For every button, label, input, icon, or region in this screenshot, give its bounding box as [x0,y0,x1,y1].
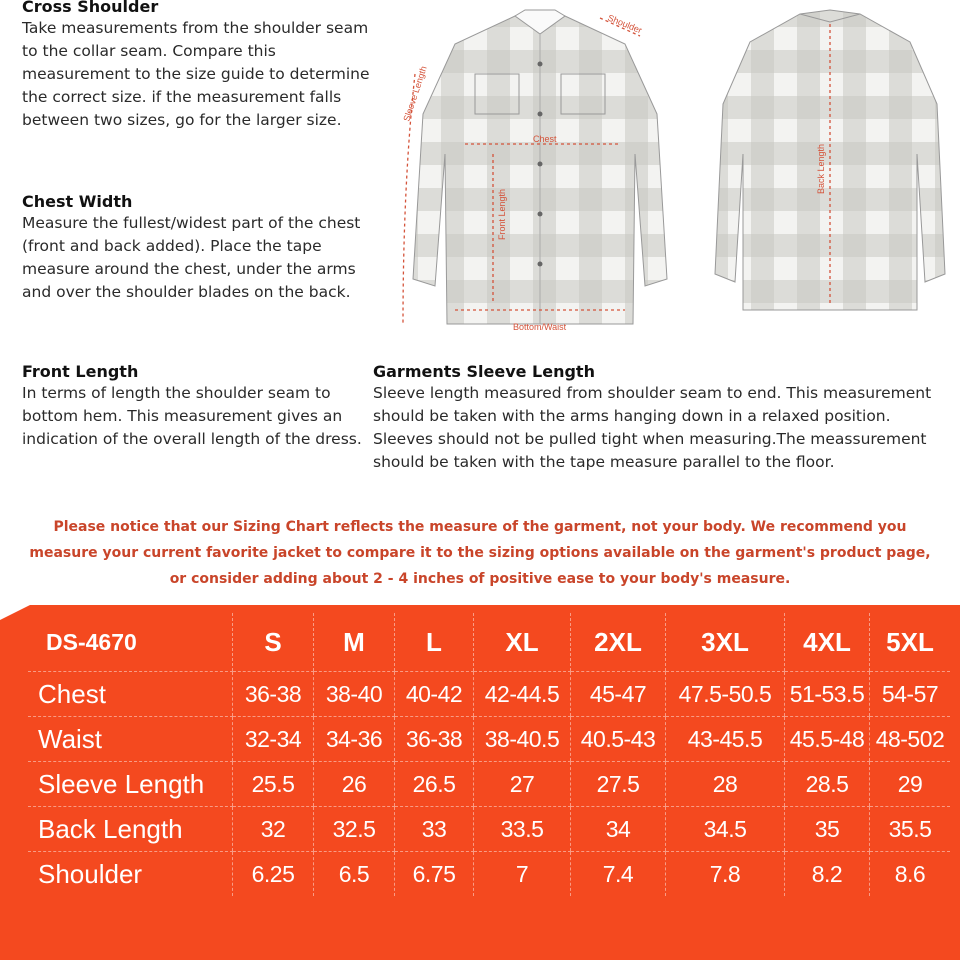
cross-shoulder-title: Cross Shoulder [22,0,159,16]
size-value-cell: 26 [314,762,395,807]
chest-width-section [22,192,382,304]
size-row-chest [28,672,950,717]
row-label: Chest [28,672,233,717]
size-header: 2XL [571,613,666,672]
size-value-cell: 42-44.5 [474,672,571,717]
size-value-cell: 47.5-50.5 [666,672,785,717]
size-value-cell: 35 [785,807,870,852]
sleeve-length-section [373,362,953,474]
size-value-cell: 32 [233,807,314,852]
size-value-cell: 6.75 [395,852,474,897]
cross-shoulder-text: Take measurements from the shoulder seam to the collar seam. Compare this measurement to the size guide to determine the correct size. if the measurement falls between two sizes, go for the larger size. [22,19,370,129]
size-value-cell: 34-36 [314,717,395,762]
size-value-cell: 32-34 [233,717,314,762]
size-value-cell: 38-40 [314,672,395,717]
row-label: Sleeve Length [28,762,233,807]
size-value-cell: 48-502 [870,717,951,762]
size-value-cell: 34 [571,807,666,852]
size-value-cell: 27.5 [571,762,666,807]
size-header-row [28,613,950,672]
size-value-cell: 28.5 [785,762,870,807]
size-chart [0,605,960,960]
size-header: 4XL [785,613,870,672]
size-chart-table [28,613,950,896]
front-length-title: Front Length [22,362,139,381]
size-value-cell: 32.5 [314,807,395,852]
size-value-cell: 40.5-43 [571,717,666,762]
size-value-cell: 35.5 [870,807,951,852]
size-value-cell: 54-57 [870,672,951,717]
size-value-cell: 36-38 [395,717,474,762]
front-shirt-diagram [395,4,685,340]
front-length-label: Front Length [497,188,507,240]
row-label: Shoulder [38,858,143,889]
size-header: L [395,613,474,672]
size-value-cell: 25.5 [233,762,314,807]
size-value-cell: 38-40.5 [474,717,571,762]
size-value-cell: 27 [474,762,571,807]
size-header: 3XL [666,613,785,672]
size-value-cell: 8.2 [785,852,870,897]
chest-label: Chest [533,134,557,144]
sleeve-length-text: Sleeve length measured from shoulder seam to end. This measurement should be taken with the arms hanging down in a relaxed position. Sleeves should not be pulled tight when measuring.The meassurement should be taken with the tape measure parallel to the floor. [373,384,932,471]
model-number: DS-4670 [28,613,233,672]
row-label: Waist [28,717,233,762]
front-length-text: In terms of length the shoulder seam to bottom hem. This measurement gives an indication of the overall length of the dress. [22,384,362,448]
size-value-cell: 28 [666,762,785,807]
size-value-cell: 8.6 [870,852,951,897]
size-value-cell: 45-47 [571,672,666,717]
size-value-cell: 43-45.5 [666,717,785,762]
sleeve-length-label: Sleeve Length [401,64,429,123]
size-value-cell: 26.5 [395,762,474,807]
size-row-sleeve-length [28,762,950,807]
size-value-cell: 40-42 [395,672,474,717]
size-header: 5XL [870,613,951,672]
size-value-cell: 29 [870,762,951,807]
size-value-cell: 33.5 [474,807,571,852]
size-header: S [233,613,314,672]
back-length-label: Back Length [816,143,826,194]
sizing-notice: Please notice that our Sizing Chart reflects the measure of the garment, not your body. We recommend you measure your current favorite jacket to compare it to the sizing options available on the garment's product page, or consider adding about 2 - 4 inches of positive ease to your body's measure. [29,519,931,587]
row-label: Back Length [28,807,233,852]
sleeve-length-title: Garments Sleeve Length [373,362,595,381]
size-value-cell: 34.5 [666,807,785,852]
shoulder-label: Shoulder [606,12,644,36]
front-length-section [22,362,362,451]
chart-corner-decoration [0,605,30,620]
size-row-waist [28,717,950,762]
size-value-cell: 6.25 [233,852,314,897]
size-value-cell: 51-53.5 [785,672,870,717]
size-value-cell: 7.8 [666,852,785,897]
cross-shoulder-section [22,0,382,132]
bottom-waist-label: Bottom/Waist [513,322,567,332]
size-value-cell: 45.5-48 [785,717,870,762]
chest-width-text: Measure the fullest/widest part of the chest (front and back added). Place the tape measure around the chest, under the arms and over the shoulder blades on the back. [22,214,361,301]
size-row-back-length [28,807,950,852]
chest-width-title: Chest Width [22,192,133,211]
size-row-shoulder [28,852,950,897]
size-value-cell: 36-38 [233,672,314,717]
size-value-cell: 6.5 [314,852,395,897]
size-value-cell: 33 [395,807,474,852]
size-header: M [314,613,395,672]
size-value-cell: 7 [474,852,571,897]
back-shirt-diagram [705,4,955,326]
size-value-cell: 7.4 [571,852,666,897]
size-header: XL [474,613,571,672]
